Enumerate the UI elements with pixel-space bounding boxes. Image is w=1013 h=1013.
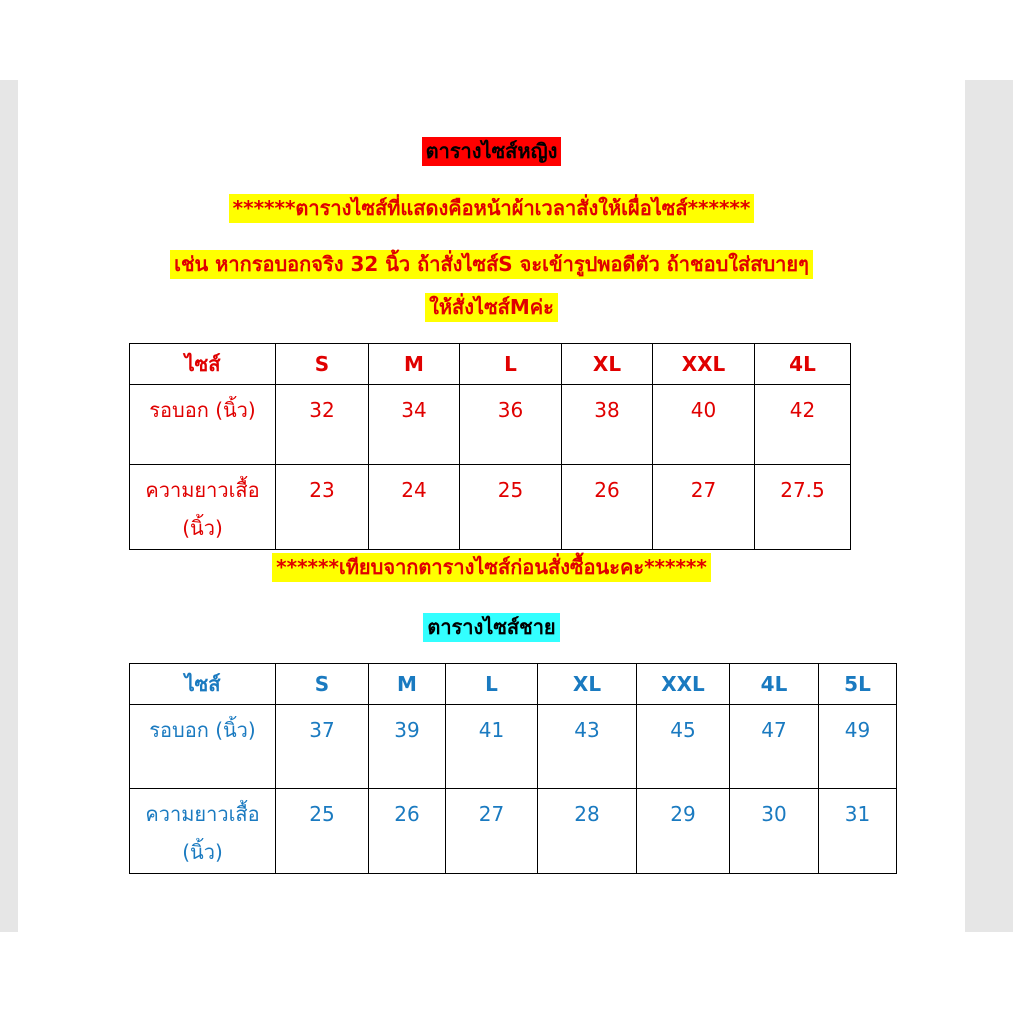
table-cell: 25 xyxy=(276,789,369,874)
row-label-length: ความยาวเสื้อ (นิ้ว) xyxy=(130,465,276,550)
right-margin xyxy=(965,80,1013,932)
header-cell: 5L xyxy=(819,664,897,705)
row-label-chest: รอบอก (นิ้ว) xyxy=(130,385,276,465)
header-cell: XL xyxy=(562,344,653,385)
men-size-title: ตารางไซส์ชาย xyxy=(423,613,559,642)
header-cell: S xyxy=(276,344,369,385)
header-cell: L xyxy=(460,344,562,385)
women-title-row xyxy=(18,137,965,166)
table-cell: 28 xyxy=(538,789,637,874)
table-cell: 45 xyxy=(637,705,730,789)
header-cell: XXL xyxy=(653,344,755,385)
table-cell: 37 xyxy=(276,705,369,789)
header-cell: XXL xyxy=(637,664,730,705)
header-cell: ไซส์ xyxy=(130,344,276,385)
left-margin xyxy=(0,80,18,932)
header-cell: XL xyxy=(538,664,637,705)
table-row xyxy=(130,465,851,550)
note-row-1 xyxy=(18,194,965,223)
header-cell: S xyxy=(276,664,369,705)
document-page xyxy=(18,80,965,932)
women-size-title: ตารางไซส์หญิง xyxy=(422,137,562,166)
table-cell: 40 xyxy=(653,385,755,465)
women-size-table xyxy=(129,343,851,550)
table-cell: 36 xyxy=(460,385,562,465)
table-row xyxy=(130,705,897,789)
header-cell: 4L xyxy=(755,344,851,385)
note-line-3: ให้สั่งไซส์Mค่ะ xyxy=(425,293,558,322)
table-cell: 30 xyxy=(730,789,819,874)
men-title-row xyxy=(18,613,965,642)
table-cell: 27 xyxy=(446,789,538,874)
header-cell: 4L xyxy=(730,664,819,705)
row-label-length: ความยาวเสื้อ (นิ้ว) xyxy=(130,789,276,874)
note-row-2 xyxy=(18,250,965,279)
table-cell: 29 xyxy=(637,789,730,874)
row-label-chest: รอบอก (นิ้ว) xyxy=(130,705,276,789)
table-cell: 24 xyxy=(369,465,460,550)
note-row-3 xyxy=(18,293,965,322)
table-cell: 26 xyxy=(562,465,653,550)
header-cell: ไซส์ xyxy=(130,664,276,705)
table-header-row xyxy=(130,664,897,705)
header-cell: M xyxy=(369,344,460,385)
table-cell: 41 xyxy=(446,705,538,789)
table-cell: 34 xyxy=(369,385,460,465)
table-cell: 39 xyxy=(369,705,446,789)
header-cell: L xyxy=(446,664,538,705)
header-cell: M xyxy=(369,664,446,705)
table-cell: 42 xyxy=(755,385,851,465)
table-row xyxy=(130,385,851,465)
note-line-1: ******ตารางไซส์ที่แสดงคือหน้าผ้าเวลาสั่งให้เผื่อไซส์****** xyxy=(229,194,755,223)
compare-note: ******เทียบจากตารางไซส์ก่อนสั่งซื้อนะคะ****** xyxy=(272,553,711,582)
table-cell: 43 xyxy=(538,705,637,789)
table-cell: 27.5 xyxy=(755,465,851,550)
compare-note-row xyxy=(18,553,965,582)
men-size-table xyxy=(129,663,897,874)
table-header-row xyxy=(130,344,851,385)
table-cell: 26 xyxy=(369,789,446,874)
table-cell: 25 xyxy=(460,465,562,550)
table-cell: 47 xyxy=(730,705,819,789)
table-cell: 38 xyxy=(562,385,653,465)
table-cell: 32 xyxy=(276,385,369,465)
table-row xyxy=(130,789,897,874)
table-cell: 27 xyxy=(653,465,755,550)
note-line-2: เช่น หากรอบอกจริง 32 นิ้ว ถ้าสั่งไซส์S จะเข้ารูปพอดีตัว ถ้าชอบใส่สบายๆ xyxy=(170,250,813,279)
table-cell: 23 xyxy=(276,465,369,550)
table-cell: 49 xyxy=(819,705,897,789)
table-cell: 31 xyxy=(819,789,897,874)
